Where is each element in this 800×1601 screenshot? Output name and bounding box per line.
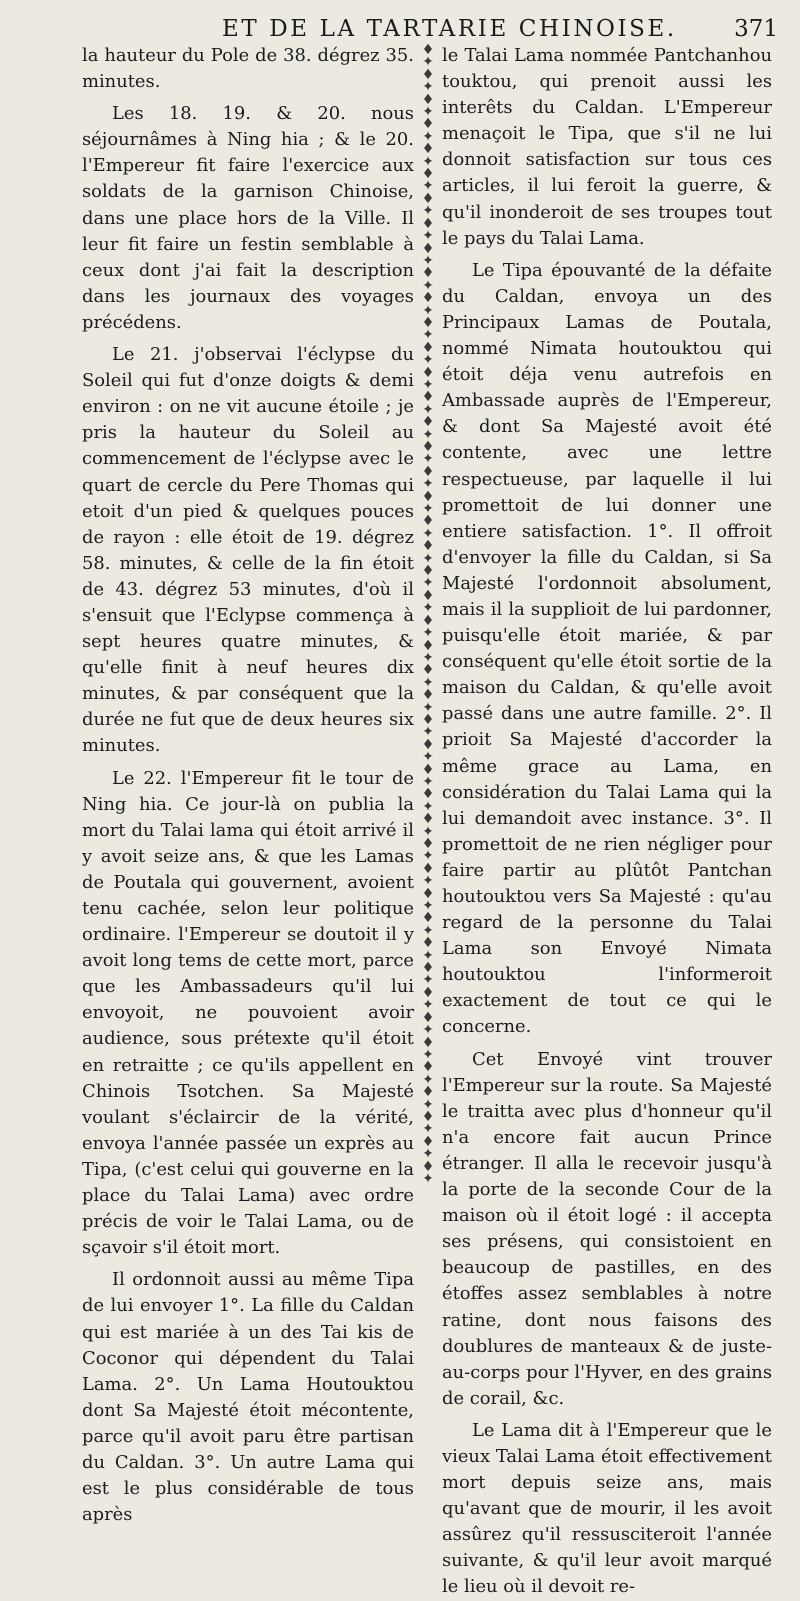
ornament-glyph: ♦ <box>421 42 435 58</box>
ornament-glyph: ♦ <box>421 711 435 728</box>
ornament-glyph: ♦ <box>421 736 435 753</box>
ornament-glyph: ♦ <box>421 984 435 1001</box>
ornament-glyph: ♦ <box>421 1034 435 1051</box>
ornament-glyph: ♦ <box>421 290 435 307</box>
ornament-glyph: ✦ <box>422 79 434 96</box>
ornament-glyph: ♦ <box>421 314 435 331</box>
ornament-glyph: ✦ <box>422 749 434 766</box>
ornament-glyph: ✦ <box>422 376 434 393</box>
ornament-glyph: ✦ <box>422 426 434 443</box>
ornament-glyph: ✦ <box>422 550 434 567</box>
paragraph: Cet Envoyé vint trouver l'Empereur sur la route. Sa Majesté le traitta avec plus d'honneur qu'il n'a encore fait aucun Prince étranger. Il alla le recevoir jusqu'à la porte de la seconde Cour de la maison où il étoit logé : il accepta ses présens, qui consistoient en beaucoup de pastilles, en des étoffes assez semblables à notre ratine, dont nous faisons des doublures de manteaux & de juste-au-corps pour l'Hyver, en des grains de corail, &c. <box>442 1048 772 1409</box>
right-text-column <box>442 43 772 1598</box>
ornament-glyph: ✦ <box>422 525 434 542</box>
ornament-glyph: ✦ <box>422 1046 434 1063</box>
ornament-glyph: ✦ <box>422 203 434 220</box>
ornament-glyph: ♦ <box>421 240 435 257</box>
ornament-glyph: ✦ <box>422 823 434 840</box>
running-head: ET DE LA TARTARIE CHINOISE. <box>222 16 677 42</box>
ornament-glyph: ♦ <box>421 1158 435 1175</box>
ornament-glyph: ✦ <box>422 476 434 493</box>
paragraph: Le Tipa épouvanté de la défaite du Caldan, envoya un des Principaux Lamas de Poutala, nommé Nimata houtouktou qui étoit déja venu autrefois en Ambassade auprès de l'Empereur, & dont Sa Majesté avoit été contente, avec une lettre respectueuse, par laquelle il lui promettoit de lui donner une entiere satisfaction. 1°. Il offroit d'envoyer la fille du Caldan, si Sa Majesté l'ordonnoit absolument, mais il la supplioit de lui pardonner, puisqu'elle étoit mariée, & par conséquent qu'elle étoit sortie de la maison du Caldan, & qu'elle avoit passé dans une autre famille. 2°. Il prioit Sa Majesté d'accorder la même grace au Lama, en considération du Talai Lama qui la lui demandoit avec instance. 3°. Il promettoit de ne rien négliger pour faire partir au plûtôt Pantchan houtouktou vers Sa Majesté : qu'au regard de la personne du Talai Lama son Envoyé Nimata houtouktou l'informeroit exactement de tout ce qui le concerne. <box>442 259 772 1038</box>
ornament-glyph: ✦ <box>422 1071 434 1088</box>
ornament-glyph: ✦ <box>422 104 434 121</box>
ornament-glyph: ♦ <box>421 1133 435 1150</box>
ornament-glyph: ♦ <box>421 389 435 406</box>
ornament-glyph: ✦ <box>422 54 434 71</box>
ornament-glyph: ✦ <box>422 451 434 468</box>
ornament-glyph: ✦ <box>422 153 434 170</box>
ornament-glyph: ✦ <box>422 848 434 865</box>
paragraph: la hauteur du Pole de 38. dégrez 35. minutes. <box>82 45 414 93</box>
ornament-glyph: ✦ <box>422 600 434 617</box>
ornament-glyph: ✦ <box>422 575 434 592</box>
ornament-glyph: ✦ <box>422 922 434 939</box>
ornament-glyph: ♦ <box>421 860 435 877</box>
ornament-glyph: ♦ <box>421 687 435 704</box>
ornament-glyph: ♦ <box>421 836 435 852</box>
ornamental-column-divider <box>417 42 439 1187</box>
ornament-glyph: ✦ <box>422 228 434 245</box>
ornament-glyph: ✦ <box>422 501 434 518</box>
ornament-glyph: ♦ <box>421 960 435 977</box>
ornament-glyph: ♦ <box>421 612 435 629</box>
ornament-glyph: ✦ <box>422 128 434 145</box>
paragraph: Les 18. 19. & 20. nous séjournâmes à Ning hia ; & le 20. l'Empereur fit faire l'exercice aux soldats de la garnison Chinoise, dans une place hors de la Ville. Il leur fit faire un festin semblable à ceux dont j'ai fait la description dans les journaux des voyages précédens. <box>82 103 414 333</box>
ornament-glyph: ✦ <box>422 1022 434 1039</box>
ornament-glyph: ♦ <box>421 935 435 952</box>
ornament-glyph: ✦ <box>422 997 434 1014</box>
ornament-glyph: ♦ <box>421 811 435 828</box>
ornament-glyph: ✦ <box>422 625 434 642</box>
ornament-glyph: ♦ <box>421 215 435 232</box>
page-header <box>80 12 778 46</box>
ornament-glyph: ♦ <box>421 1084 435 1101</box>
ornament-glyph: ♦ <box>421 761 435 778</box>
ornament-glyph: ♦ <box>421 1108 435 1125</box>
ornament-glyph: ♦ <box>421 463 435 480</box>
ornament-glyph: ✦ <box>422 972 434 989</box>
ornament-glyph: ✦ <box>422 947 434 964</box>
ornament-glyph: ♦ <box>421 563 435 580</box>
ornament-glyph: ♦ <box>421 91 435 108</box>
ornament-glyph: ♦ <box>421 662 435 679</box>
ornament-glyph: ♦ <box>421 414 435 431</box>
ornament-glyph: ✦ <box>422 1096 434 1113</box>
ornament-glyph: ♦ <box>421 265 435 282</box>
ornament-glyph: ✦ <box>422 352 434 369</box>
paragraph: Le Lama dit à l'Empereur que le vieux Talai Lama étoit effectivement mort depuis seize ans, mais qu'avant que de mourir, il les avoit assûrez qu'il ressusciteroit l'année suivante, & qu'il leur avoit marqué le lieu où il devoit re- <box>442 1419 772 1598</box>
ornament-glyph: ✦ <box>422 302 434 319</box>
paragraph: Il ordonnoit aussi au même Tipa de lui envoyer 1°. La fille du Caldan qui est mariée à un des Tai kis de Coconor qui dépendent du Talai Lama. 2°. Un Lama Houtouktou dont Sa Majesté étoit mécontente, parce qu'il avoit paru être partisan du Caldan. 3°. Un autre Lama qui est le plus considérable de tous après <box>82 1269 414 1526</box>
ornament-glyph: ✦ <box>422 873 434 890</box>
ornament-glyph: ✦ <box>422 277 434 294</box>
ornament-glyph: ♦ <box>421 513 435 530</box>
page-number: 371 <box>734 16 778 42</box>
ornament-glyph: ♦ <box>421 166 435 183</box>
paragraph: Le 22. l'Empereur fit le tour de Ning hia. Ce jour-là on publia la mort du Talai lama qui étoit arrivé il y avoit seize ans, & que les Lamas de Poutala qui gouvernent, avoient tenu cachée, selon leur politique ordinaire. l'Empereur se doutoit il y avoit long tems de cette mort, parce que les Ambassadeurs qu'il lui envoyoit, ne pouvoient avoir audience, sous prétexte qu'il étoit en retraitte ; ce qu'ils appellent en Chinois Tsotchen. Sa Majesté voulant s'éclaircir de la vérité, envoya l'année passée un exprès au Tipa, (c'est celui qui gouverne en la place du Talai Lama) avec ordre précis de voir le Talai Lama, ou de sçavoir s'il étoit mort. <box>82 767 414 1259</box>
ornament-glyph: ♦ <box>421 587 435 604</box>
ornament-glyph: ♦ <box>421 1009 435 1026</box>
ornament-glyph: ♦ <box>421 339 435 356</box>
ornament-glyph: ✦ <box>422 798 434 815</box>
paragraph: Le 21. j'observai l'éclypse du Soleil qui fut d'onze doigts & demi environ : on ne vit aucune étoile ; je pris la hauteur du Soleil au commencement de l'éclypse avec le quart de cercle du Pere Thomas qui etoit d'un pied & quelques pouces de rayon : elle étoit de 19. dégrez 58. minutes, & celle de la fin étoit de 43. dégrez 53 minutes, d'où il s'ensuit que l'Eclypse commença à sept heures quatre minutes, & qu'elle finit à neuf heures dix minutes, & par conséquent que la durée ne fut que de deux heures six minutes. <box>82 344 414 757</box>
ornament-glyph: ✦ <box>422 1170 434 1187</box>
ornament-glyph: ♦ <box>421 786 435 803</box>
ornament-glyph: ✦ <box>422 699 434 716</box>
ornament-glyph: ♦ <box>421 364 435 381</box>
left-text-column <box>82 43 414 1526</box>
ornament-glyph: ♦ <box>421 190 435 207</box>
ornament-glyph: ♦ <box>421 885 435 902</box>
ornament-glyph: ✦ <box>422 649 434 666</box>
ornament-glyph: ♦ <box>421 488 435 505</box>
ornament-glyph: ✦ <box>422 898 434 915</box>
ornament-glyph: ✦ <box>422 401 434 418</box>
ornament-glyph: ♦ <box>421 439 435 455</box>
ornament-glyph: ✦ <box>422 1121 434 1138</box>
ornament-glyph: ♦ <box>421 637 435 654</box>
ornament-glyph: ♦ <box>421 910 435 927</box>
ornament-glyph: ✦ <box>422 252 434 269</box>
ornament-glyph: ✦ <box>422 773 434 790</box>
ornament-glyph: ♦ <box>421 141 435 158</box>
ornament-glyph: ♦ <box>421 1059 435 1076</box>
ornament-glyph: ✦ <box>422 327 434 344</box>
paragraph: le Talai Lama nommée Pantchanhou touktou, qui prenoit aussi les interêts du Caldan. L'Empereur menaçoit le Tipa, que s'il ne lui donnoit satisfaction sur tous ces articles, il lui feroit la guerre, & qu'il inonderoit de ses troupes tout le pays du Talai Lama. <box>442 45 772 249</box>
ornament-glyph: ♦ <box>421 66 435 83</box>
ornament-glyph: ✦ <box>422 724 434 741</box>
ornament-glyph: ✦ <box>422 674 434 691</box>
ornament-glyph: ♦ <box>421 116 435 133</box>
ornament-glyph: ✦ <box>422 178 434 195</box>
ornament-glyph: ✦ <box>422 1146 434 1163</box>
ornament-glyph: ♦ <box>421 538 435 555</box>
